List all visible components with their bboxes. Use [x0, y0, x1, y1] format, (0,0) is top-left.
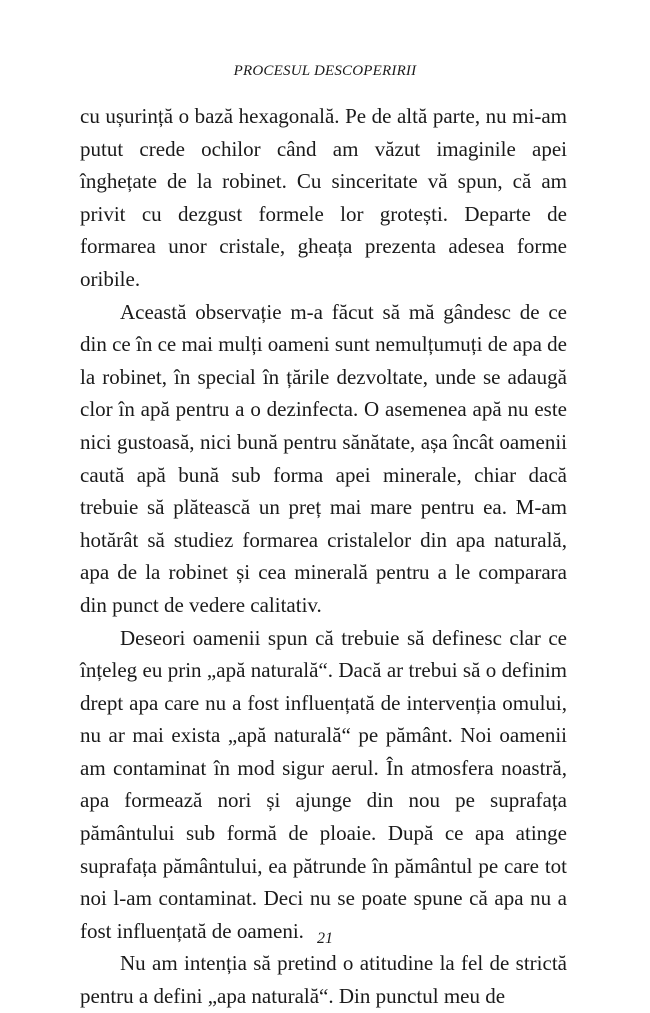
paragraph: Nu am intenția să pretind o atitudine la fel de strictă pentru a defini „apa naturală“. Din punctul meu de — [80, 951, 567, 1009]
body-text — [80, 100, 567, 1013]
running-header: PROCESUL DESCOPERIRII — [233, 63, 417, 79]
paragraph: Această observație m-a făcut să mă gândesc de ce din ce în ce mai mulți oameni sunt nemulțumuți de apa de la robinet, în special în țările dezvoltate, unde se adaugă clor în apă pentru a o dezinfecta. O asemenea apă nu este nici gustoasă, nici bună pentru sănătate, așa încât oamenii caută apă bună sub forma apei minerale, chiar dacă trebuie să plătească un preț mai mare pentru ea. M-am hotărât să studiez formarea cristalelor din apa naturală, apa de la robinet și cea minerală pentru a le comparara din punct de vedere calitativ. — [80, 299, 567, 617]
page-number: 21 — [317, 930, 333, 947]
paragraph: Deseori oamenii spun că trebuie să definesc clar ce înțeleg eu prin „apă naturală“. Dacă ar trebui să o definim drept apa care nu a fost influențată de intervenția omului, nu ar mai exista „apă naturală“ pe pământ. Noi oamenii am contaminat în mod sigur aerul. În atmosfera noastră, apa formează nori și ajunge din nou pe suprafața pământului sub formă de ploaie. După ce apa atinge suprafața pământului, ea pătrunde în pământul pe care tot noi l-am contaminat. Deci nu se poate spune că apa nu a fost influențată de oameni. — [80, 625, 567, 943]
paragraph-continued: cu ușurință o bază hexagonală. Pe de altă parte, nu mi-am putut crede ochilor când am văzut imaginile apei înghețate de la robinet. Cu sinceritate vă spun, că am privit cu dezgust formele lor grotești. Departe de formarea unor cristale, gheața prezenta adesea forme oribile. — [80, 104, 567, 291]
